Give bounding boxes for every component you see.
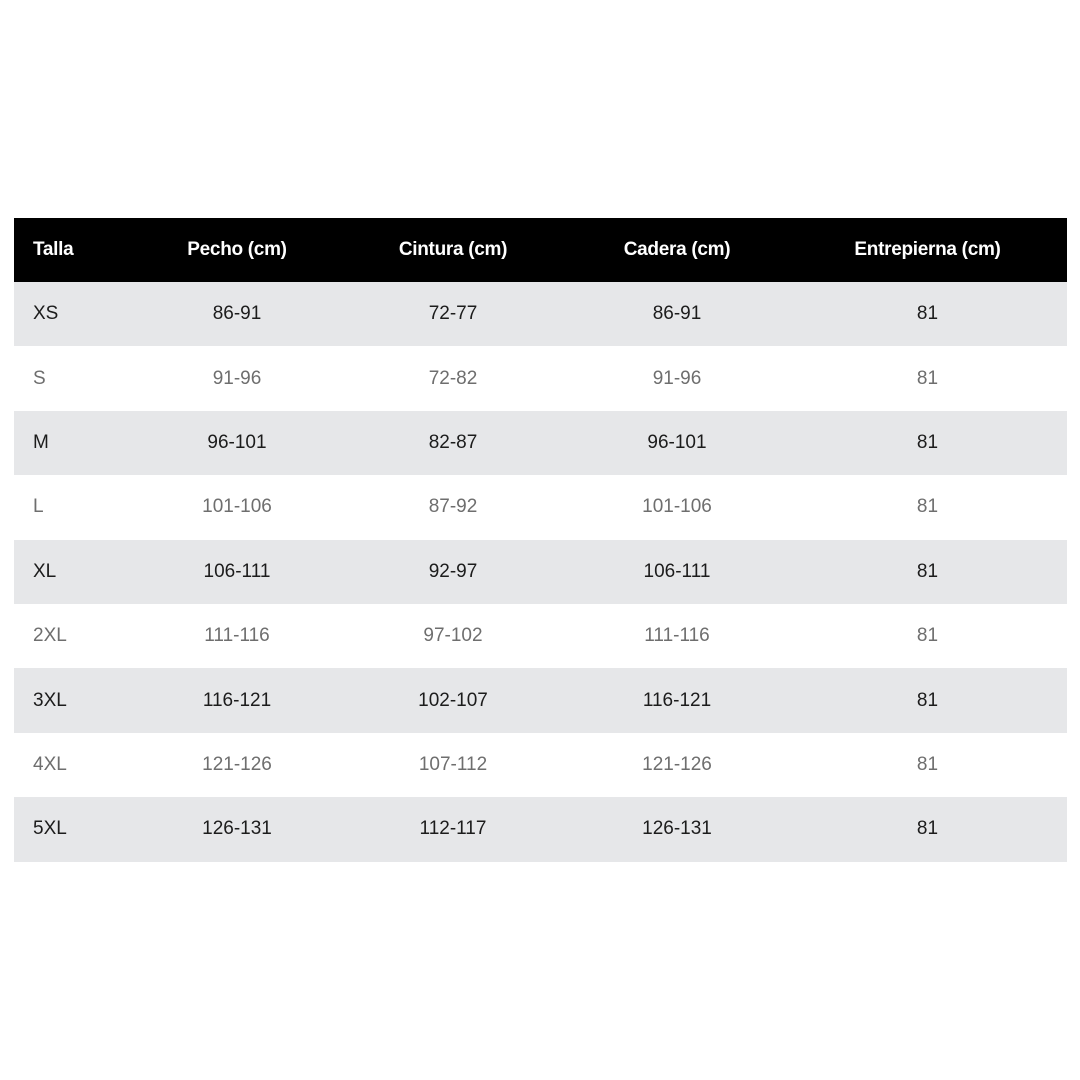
header-pecho: Pecho (cm): [187, 239, 287, 260]
cell-pecho: 101-106: [202, 496, 272, 518]
cell-entrepierna: 81: [916, 431, 939, 453]
cell-cadera: 101-106: [642, 496, 712, 518]
cell-pecho: 126-131: [202, 818, 272, 840]
cell-cadera: 96-101: [647, 431, 707, 453]
cell-cadera: 111-116: [644, 625, 710, 647]
cell-pecho: 106-111: [203, 560, 271, 582]
cell-cintura: 82-87: [428, 431, 478, 453]
cell-cintura: 92-97: [428, 560, 478, 582]
table-row: [14, 411, 1067, 475]
cell-pecho: 91-96: [212, 367, 262, 389]
table-row: [14, 733, 1067, 797]
cell-talla: S: [33, 367, 46, 389]
cell-entrepierna: 81: [916, 560, 939, 582]
cell-entrepierna: 81: [916, 303, 939, 325]
table-row: [14, 604, 1067, 668]
cell-pecho: 121-126: [202, 753, 272, 775]
cell-cadera: 91-96: [652, 367, 702, 389]
cell-talla: XL: [33, 560, 57, 582]
cell-talla: 5XL: [33, 818, 67, 840]
cell-talla: M: [33, 431, 49, 453]
cell-pecho: 111-116: [204, 625, 270, 647]
cell-cintura: 102-107: [418, 689, 488, 711]
cell-cintura: 72-77: [428, 303, 478, 325]
cell-cintura: 72-82: [428, 367, 478, 389]
header-cadera: Cadera (cm): [623, 239, 731, 260]
size-chart-table: [14, 218, 1067, 862]
cell-cintura: 112-117: [419, 818, 487, 840]
cell-cadera: 86-91: [652, 303, 702, 325]
table-header: [14, 218, 1067, 282]
header-row: [14, 218, 1067, 282]
header-talla: Talla: [33, 239, 74, 260]
cell-talla: 2XL: [33, 625, 67, 647]
cell-cadera: 121-126: [642, 753, 712, 775]
table-row: [14, 797, 1067, 861]
cell-pecho: 86-91: [212, 303, 262, 325]
header-cintura: Cintura (cm): [398, 239, 508, 260]
cell-entrepierna: 81: [916, 625, 939, 647]
table-body: [14, 282, 1067, 862]
cell-talla: 4XL: [33, 753, 67, 775]
cell-entrepierna: 81: [916, 818, 939, 840]
header-entrepierna: Entrepierna (cm): [854, 239, 1001, 260]
cell-pecho: 116-121: [202, 689, 272, 711]
cell-cadera: 116-121: [642, 689, 712, 711]
table-row: [14, 346, 1067, 410]
table-row: [14, 475, 1067, 539]
cell-talla: 3XL: [33, 689, 67, 711]
cell-cadera: 126-131: [642, 818, 712, 840]
cell-cintura: 97-102: [423, 625, 483, 647]
cell-cadera: 106-111: [643, 560, 711, 582]
cell-entrepierna: 81: [916, 689, 939, 711]
cell-pecho: 96-101: [207, 431, 267, 453]
cell-entrepierna: 81: [916, 753, 939, 775]
cell-entrepierna: 81: [916, 496, 939, 518]
cell-cintura: 87-92: [428, 496, 478, 518]
cell-talla: XS: [33, 303, 59, 325]
cell-cintura: 107-112: [418, 753, 488, 775]
table-row: [14, 540, 1067, 604]
cell-talla: L: [33, 496, 44, 518]
table-row: [14, 282, 1067, 346]
cell-entrepierna: 81: [916, 367, 939, 389]
table-row: [14, 668, 1067, 732]
